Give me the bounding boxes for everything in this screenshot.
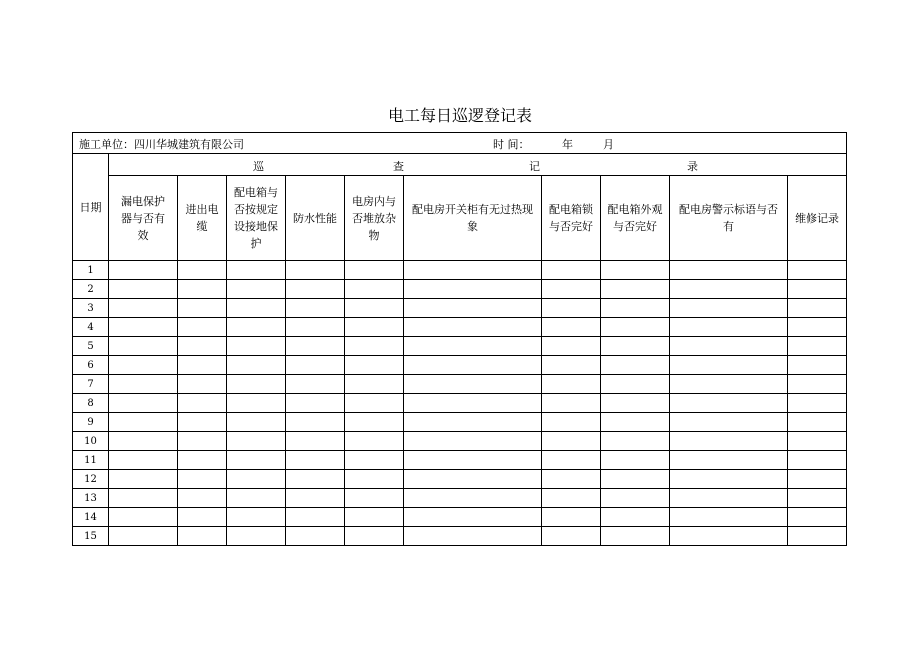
table-cell[interactable] (542, 489, 601, 508)
column-header: 维修记录 (788, 176, 847, 261)
table-cell[interactable] (286, 451, 345, 470)
table-cell[interactable] (286, 527, 345, 546)
table-cell[interactable] (286, 432, 345, 451)
table-cell[interactable] (788, 413, 847, 432)
table-cell[interactable] (178, 508, 227, 527)
table-cell[interactable] (227, 394, 286, 413)
table-cell[interactable] (601, 375, 670, 394)
table-cell[interactable] (345, 451, 404, 470)
table-cell[interactable] (345, 527, 404, 546)
table-cell[interactable] (542, 508, 601, 527)
table-cell[interactable] (345, 489, 404, 508)
record-header-char: 巡 (253, 160, 264, 173)
table-cell[interactable] (788, 261, 847, 280)
table-cell[interactable] (109, 432, 178, 451)
table-cell[interactable] (109, 261, 178, 280)
table-cell[interactable] (601, 432, 670, 451)
table-cell[interactable] (178, 394, 227, 413)
column-header: 配电箱锁与否完好 (542, 176, 601, 261)
table-cell[interactable] (286, 489, 345, 508)
year-label: 年 (562, 138, 573, 151)
table-cell[interactable] (670, 432, 788, 451)
row-number: 4 (73, 318, 109, 337)
table-cell[interactable] (542, 280, 601, 299)
table-row (73, 527, 847, 546)
table-cell[interactable] (178, 489, 227, 508)
table-cell[interactable] (109, 337, 178, 356)
table-row (73, 413, 847, 432)
table-cell[interactable] (788, 470, 847, 489)
table-cell[interactable] (345, 337, 404, 356)
table-cell[interactable] (601, 280, 670, 299)
table-cell[interactable] (345, 432, 404, 451)
table-cell[interactable] (670, 413, 788, 432)
table-cell[interactable] (178, 299, 227, 318)
table-cell[interactable] (542, 299, 601, 318)
table-cell[interactable] (345, 299, 404, 318)
table-cell[interactable] (109, 356, 178, 375)
row-number: 15 (73, 527, 109, 546)
table-cell[interactable] (404, 451, 542, 470)
table-cell[interactable] (542, 394, 601, 413)
row-number: 1 (73, 261, 109, 280)
table-row (73, 299, 847, 318)
table-cell[interactable] (601, 508, 670, 527)
table-cell[interactable] (404, 527, 542, 546)
table-cell[interactable] (670, 508, 788, 527)
column-header: 配电房警示标语与否有 (670, 176, 788, 261)
table-cell[interactable] (227, 337, 286, 356)
table-cell[interactable] (345, 318, 404, 337)
table-row (73, 489, 847, 508)
table-cell[interactable] (109, 299, 178, 318)
table-row (73, 261, 847, 280)
table-row (73, 451, 847, 470)
table-cell[interactable] (404, 280, 542, 299)
table-cell[interactable] (670, 280, 788, 299)
table-cell[interactable] (227, 299, 286, 318)
construction-unit: 施工单位：四川华城建筑有限公司 (79, 138, 244, 151)
row-number: 10 (73, 432, 109, 451)
table-cell[interactable] (109, 413, 178, 432)
table-row (73, 470, 847, 489)
table-cell[interactable] (178, 413, 227, 432)
table-cell[interactable] (404, 508, 542, 527)
record-header-char: 记 (529, 160, 540, 173)
table-cell[interactable] (601, 337, 670, 356)
row-number: 3 (73, 299, 109, 318)
table-cell[interactable] (670, 318, 788, 337)
info-row (73, 133, 847, 154)
table-cell[interactable] (286, 299, 345, 318)
table-cell[interactable] (286, 280, 345, 299)
table-row (73, 318, 847, 337)
table-cell[interactable] (542, 261, 601, 280)
table-cell[interactable] (788, 299, 847, 318)
table-cell[interactable] (670, 337, 788, 356)
row-number: 7 (73, 375, 109, 394)
column-header: 电房内与否堆放杂物 (345, 176, 404, 261)
table-cell[interactable] (670, 489, 788, 508)
row-number: 5 (73, 337, 109, 356)
table-cell[interactable] (404, 470, 542, 489)
table-cell[interactable] (788, 432, 847, 451)
table-cell[interactable] (404, 337, 542, 356)
table-cell[interactable] (404, 394, 542, 413)
table-cell[interactable] (404, 356, 542, 375)
patrol-log-table (72, 132, 847, 546)
row-number: 14 (73, 508, 109, 527)
table-cell[interactable] (542, 337, 601, 356)
table-cell[interactable] (542, 375, 601, 394)
table-cell[interactable] (345, 261, 404, 280)
table-cell[interactable] (227, 451, 286, 470)
table-cell[interactable] (670, 394, 788, 413)
table-row (73, 375, 847, 394)
table-cell[interactable] (227, 489, 286, 508)
table-cell[interactable] (788, 394, 847, 413)
table-cell[interactable] (670, 470, 788, 489)
table-cell[interactable] (601, 261, 670, 280)
table-cell[interactable] (601, 451, 670, 470)
date-header: 日期 (73, 154, 109, 261)
table-cell[interactable] (286, 413, 345, 432)
table-cell[interactable] (788, 375, 847, 394)
table-cell[interactable] (227, 413, 286, 432)
row-number: 13 (73, 489, 109, 508)
table-cell[interactable] (788, 451, 847, 470)
table-cell[interactable] (109, 394, 178, 413)
table-cell[interactable] (227, 470, 286, 489)
column-header: 配电箱外观与否完好 (601, 176, 670, 261)
table-cell[interactable] (788, 489, 847, 508)
table-cell[interactable] (601, 413, 670, 432)
table-cell[interactable] (178, 375, 227, 394)
table-cell[interactable] (601, 299, 670, 318)
table-cell[interactable] (345, 280, 404, 299)
table-cell[interactable] (345, 413, 404, 432)
table-cell[interactable] (286, 318, 345, 337)
table-cell[interactable] (286, 508, 345, 527)
table-cell[interactable] (601, 394, 670, 413)
table-row (73, 356, 847, 375)
table-cell[interactable] (404, 261, 542, 280)
time-label: 时 间： (493, 138, 530, 151)
table-cell[interactable] (178, 470, 227, 489)
table-cell[interactable] (542, 318, 601, 337)
table-cell[interactable] (345, 356, 404, 375)
record-header-char: 录 (687, 160, 698, 173)
table-cell[interactable] (109, 489, 178, 508)
table-cell[interactable] (601, 356, 670, 375)
table-cell[interactable] (788, 527, 847, 546)
table-cell[interactable] (286, 337, 345, 356)
table-cell[interactable] (227, 375, 286, 394)
table-cell[interactable] (178, 527, 227, 546)
record-header-char: 查 (393, 160, 404, 173)
table-cell[interactable] (286, 356, 345, 375)
table-cell[interactable] (345, 470, 404, 489)
table-cell[interactable] (601, 318, 670, 337)
table-row (73, 337, 847, 356)
row-number: 12 (73, 470, 109, 489)
page-title: 电工每日巡逻登记表 (387, 106, 532, 125)
table-cell[interactable] (670, 375, 788, 394)
table-cell[interactable] (670, 451, 788, 470)
info-cell (73, 133, 847, 154)
record-header-row (73, 154, 847, 176)
table-cell[interactable] (178, 337, 227, 356)
table-cell[interactable] (227, 432, 286, 451)
table-row (73, 508, 847, 527)
month-label: 月 (603, 138, 614, 151)
table-cell[interactable] (404, 489, 542, 508)
column-header-row (73, 176, 847, 261)
row-number: 6 (73, 356, 109, 375)
table-cell[interactable] (286, 375, 345, 394)
table-cell[interactable] (178, 451, 227, 470)
table-cell[interactable] (601, 489, 670, 508)
table-cell[interactable] (788, 356, 847, 375)
table-cell[interactable] (788, 318, 847, 337)
table-cell[interactable] (601, 470, 670, 489)
table-cell[interactable] (670, 527, 788, 546)
table-cell[interactable] (670, 356, 788, 375)
table-cell[interactable] (542, 432, 601, 451)
table-cell[interactable] (109, 280, 178, 299)
column-header: 配电箱与否按规定设接地保护 (227, 176, 286, 261)
table-cell[interactable] (286, 470, 345, 489)
table-cell[interactable] (542, 470, 601, 489)
table-cell[interactable] (345, 508, 404, 527)
table-cell[interactable] (109, 318, 178, 337)
table-cell[interactable] (404, 318, 542, 337)
table-cell[interactable] (345, 375, 404, 394)
table-cell[interactable] (227, 318, 286, 337)
table-cell[interactable] (404, 413, 542, 432)
table-cell[interactable] (227, 261, 286, 280)
table-cell[interactable] (542, 356, 601, 375)
table-cell[interactable] (227, 527, 286, 546)
column-header: 进出电缆 (178, 176, 227, 261)
table-cell[interactable] (670, 261, 788, 280)
table-cell[interactable] (109, 508, 178, 527)
row-number: 11 (73, 451, 109, 470)
row-number: 8 (73, 394, 109, 413)
table-cell[interactable] (109, 527, 178, 546)
column-header: 防水性能 (286, 176, 345, 261)
table-row (73, 432, 847, 451)
table-cell[interactable] (286, 394, 345, 413)
table-cell[interactable] (788, 280, 847, 299)
table-cell[interactable] (670, 299, 788, 318)
table-cell[interactable] (227, 280, 286, 299)
column-header: 配电房开关柜有无过热现象 (404, 176, 542, 261)
table-cell[interactable] (345, 394, 404, 413)
table-cell[interactable] (601, 527, 670, 546)
table-cell[interactable] (178, 356, 227, 375)
table-cell[interactable] (109, 375, 178, 394)
table-cell[interactable] (542, 527, 601, 546)
table-cell[interactable] (404, 375, 542, 394)
table-cell[interactable] (178, 280, 227, 299)
table-cell[interactable] (227, 356, 286, 375)
table-cell[interactable] (788, 337, 847, 356)
table-cell[interactable] (542, 451, 601, 470)
table-cell[interactable] (404, 432, 542, 451)
row-number: 2 (73, 280, 109, 299)
table-cell[interactable] (178, 318, 227, 337)
table-cell[interactable] (109, 451, 178, 470)
table-cell[interactable] (788, 508, 847, 527)
table-row (73, 280, 847, 299)
record-header (109, 154, 847, 176)
column-header: 漏电保护器与否有效 (109, 176, 178, 261)
table-cell[interactable] (178, 432, 227, 451)
table-cell[interactable] (286, 261, 345, 280)
table-row (73, 394, 847, 413)
table-cell[interactable] (109, 470, 178, 489)
row-number: 9 (73, 413, 109, 432)
table-cell[interactable] (404, 299, 542, 318)
table-cell[interactable] (227, 508, 286, 527)
table-cell[interactable] (542, 413, 601, 432)
table-cell[interactable] (178, 261, 227, 280)
